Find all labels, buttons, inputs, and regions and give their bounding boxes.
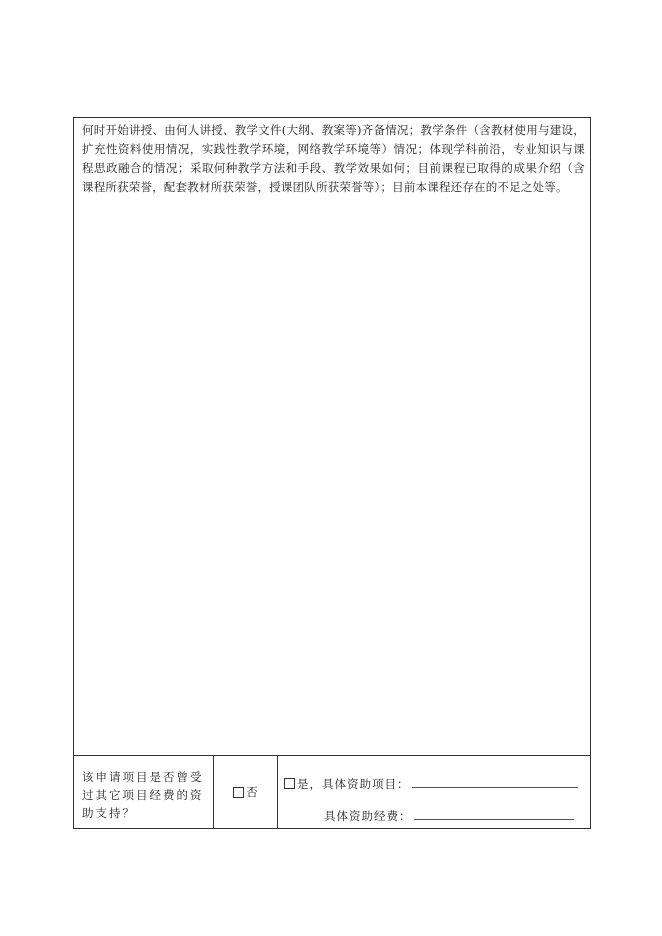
funding-no-cell bbox=[214, 756, 278, 828]
funding-no-label: 否 bbox=[246, 785, 258, 799]
funding-amount-blank[interactable] bbox=[414, 809, 574, 820]
funding-amount-label: 具体资助经费： bbox=[324, 809, 412, 823]
funding-row bbox=[74, 756, 590, 828]
funding-amount-line bbox=[324, 808, 574, 824]
funding-yes-cell bbox=[278, 756, 590, 828]
funding-yes-label: 是，具体资助项目： bbox=[297, 777, 410, 791]
funding-project-blank[interactable] bbox=[412, 777, 578, 788]
funding-no-checkbox[interactable] bbox=[233, 787, 244, 798]
funding-project-line bbox=[284, 776, 578, 792]
application-form-table bbox=[73, 117, 591, 829]
course-description-cell[interactable] bbox=[74, 118, 590, 756]
funding-question-cell bbox=[74, 756, 214, 828]
course-description-instructions: 何时开始讲授、由何人讲授、教学文件(大纲、教案等)齐备情况；教学条件（含教材使用与建设，扩充性资料使用情况，实践性教学环境，网络教学环境等）情况；体现学科前沿，专业知识与课程思政融合的情况；采取何种教学方法和手段、教学效果如何；目前课程已取得的成果介绍（含课程所获荣誉，配套教材所获荣誉，授课团队所获荣誉等）；目前本课程还存在的不足之处等。 bbox=[82, 123, 585, 194]
funding-question-text: 该申请项目是否曾受过其它项目经费的资助支持？ bbox=[82, 770, 204, 820]
funding-yes-checkbox[interactable] bbox=[284, 778, 295, 789]
